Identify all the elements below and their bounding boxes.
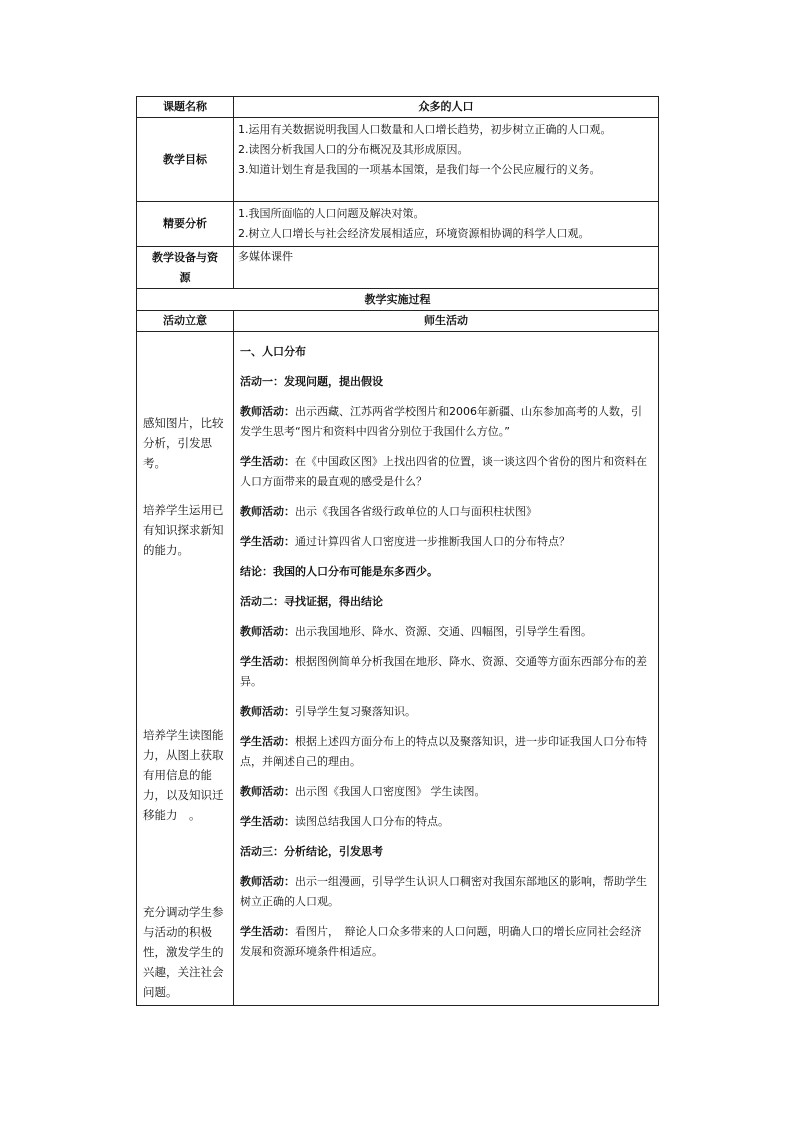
intent-note: 培养学生运用已有知识探求新知的能力。: [143, 503, 224, 557]
equip-label: 教学设备与资 源: [137, 247, 234, 289]
activity-paragraph: 学生活动：在《中国政区图》上找出四省的位置，谈一谈这四个省份的图片和资料在人口方面带来的最直观的感受是什么？: [240, 455, 647, 488]
intent-note: 感知图片，比较分析，引发思考。: [143, 416, 224, 470]
focus-item: 1.我国所面临的人口问题及解决对策。: [238, 207, 425, 220]
goal-list: [234, 118, 659, 202]
activity-paragraph: 教师活动：出示《我国各省级行政单位的人口与面积柱状图》: [240, 505, 537, 518]
topic-label: 课题名称: [137, 97, 234, 118]
intent-note: 充分调动学生参与活动的积极性，激发学生的兴趣，关注社会问题。: [143, 905, 224, 999]
section-heading: 一、人口分布: [240, 345, 306, 358]
goal-item: 3.知道计划生育是我国的一项基本国策，是我们每一个公民应履行的义务。: [238, 163, 601, 176]
process-title: 教学实施过程: [137, 289, 659, 311]
activity-paragraph: 教师活动：引导学生复习聚落知识。: [240, 705, 416, 718]
lesson-plan: [136, 96, 658, 1006]
activity-paragraph: 教师活动：出示西藏、江苏两省学校图片和2006年新疆、山东参加高考的人数，引发学生思考“图片和资料中四省分别位于我国什么方位。”: [240, 405, 642, 438]
topic-value: 众多的人口: [234, 97, 659, 118]
activity-column: [234, 332, 659, 1006]
focus-list: [234, 202, 659, 247]
activity-heading: 活动一：发现问题，提出假设: [240, 375, 383, 388]
activity-paragraph: 学生活动：看图片， 辩论人口众多带来的人口问题，明确人口的增长应同社会经济发展和资源环境条件相适应。: [240, 925, 642, 958]
goal-label: 教学目标: [137, 118, 234, 202]
focus-label: 精要分析: [137, 202, 234, 247]
focus-item: 2.树立人口增长与社会经济发展相适应，环境资源相协调的科学人口观。: [238, 227, 590, 240]
activity-heading: 活动三：分析结论，引发思考: [240, 845, 383, 858]
equip-value: 多媒体课件: [234, 247, 659, 289]
goal-item: 1.运用有关数据说明我国人口数量和人口增长趋势，初步树立正确的人口观。: [238, 123, 612, 136]
activity-paragraph: 学生活动：读图总结我国人口分布的特点。: [240, 815, 449, 828]
activity-paragraph: 教师活动：出示我国地形、降水、资源、交通、四幅图，引导学生看图。: [240, 625, 592, 638]
lesson-table: [136, 96, 659, 1006]
col-right-header: 师生活动: [234, 311, 659, 332]
activity-paragraph: 教师活动：出示一组漫画，引导学生认识人口稠密对我国东部地区的影响，帮助学生树立正确的人口观。: [240, 875, 647, 908]
activity-paragraph: 教师活动：出示图《我国人口密度图》 学生读图。: [240, 785, 486, 798]
col-left-header: 活动立意: [137, 311, 234, 332]
intent-note: 培养学生读图能力，从图上获取有用信息的能力，以及知识迁移能力 。: [143, 728, 224, 822]
intent-column: [137, 332, 234, 1006]
activity-paragraph: 学生活动：根据上述四方面分布上的特点以及聚落知识，进一步印证我国人口分布特点，并阐述自己的理由。: [240, 735, 647, 768]
activity-heading: 活动二：寻找证据，得出结论: [240, 595, 383, 608]
conclusion: 结论：我国的人口分布可能是东多西少。: [240, 565, 438, 578]
activity-paragraph: 学生活动：根据图例简单分析我国在地形、降水、资源、交通等方面东西部分布的差异。: [240, 655, 647, 688]
goal-item: 2.读图分析我国人口的分布概况及其形成原因。: [238, 143, 469, 156]
activity-paragraph: 学生活动：通过计算四省人口密度进一步推断我国人口的分布特点？: [240, 535, 570, 548]
